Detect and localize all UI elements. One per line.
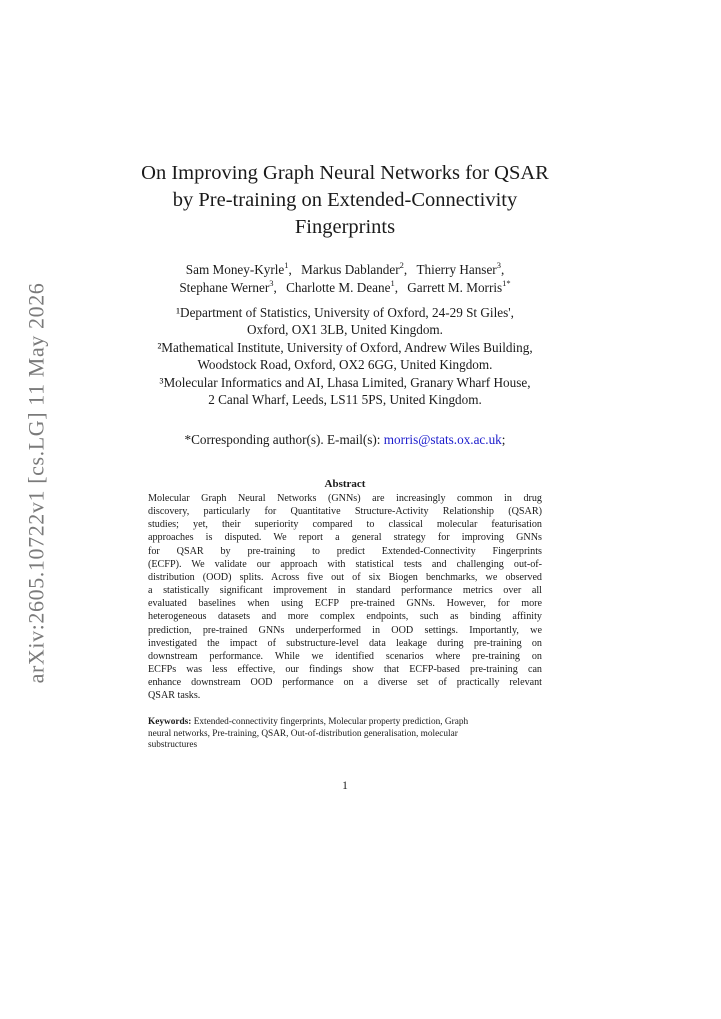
- author: [416, 259, 505, 277]
- abstract-line: discovery, particularly for Quantitative Structure-Activity Relationship (QSAR): [148, 506, 542, 518]
- abstract-line: distribution (OOD) splits. Across five out of six Biogen benchmarks, we observed: [148, 571, 542, 583]
- author: [286, 277, 398, 295]
- keywords-line: [148, 717, 542, 729]
- abstract-heading: Abstract: [324, 478, 366, 490]
- author-name: Garrett M. Morris: [407, 280, 503, 295]
- abstract-line: ECFPs was less effective, our findings show that ECFP-based pre-training can: [148, 664, 542, 676]
- arxiv-identifier-stamp: [20, 282, 52, 684]
- author-affiliation-marker: 3: [269, 277, 274, 288]
- author-line: [120, 279, 570, 297]
- author-separator: ,: [403, 262, 408, 277]
- affiliation-line: Oxford, OX1 3LB, United Kingdom.: [247, 322, 443, 338]
- abstract-line: enhance downstream OOD performance on a diverse set of practically relevant: [148, 677, 542, 689]
- abstract-line: heterogeneous datasets and more complex endpoints, such as binding affinity: [148, 611, 542, 623]
- corresponding-author-note: [120, 431, 570, 449]
- abstract-body: [148, 492, 542, 703]
- keywords-text: Extended-connectivity fingerprints, Molecular property prediction, Graph: [191, 717, 469, 727]
- author-name: Markus Dablander: [301, 262, 400, 277]
- affiliation-line: 2 Canal Wharf, Leeds, LS11 5PS, United Kingdom.: [208, 392, 482, 408]
- abstract-line: approaches is disputed. We report a general strategy for improving GNNs: [148, 532, 542, 544]
- title-line: Fingerprints: [294, 216, 396, 238]
- abstract-line: downstream performance. While we identified scenarios where pre-training on: [148, 650, 542, 662]
- author-separator: ,: [394, 280, 398, 295]
- author-separator: ,: [273, 280, 277, 295]
- abstract-line: investigated the impact of substructure-level data leakage during pre-training on: [148, 637, 542, 649]
- author-name: Sam Money-Kyrle: [185, 262, 285, 277]
- abstract-line: QSAR tasks.: [148, 690, 201, 702]
- author: [185, 259, 292, 277]
- arxiv-identifier-text: arXiv:2605.10722v1 [cs.LG] 11 May 2026: [23, 282, 49, 684]
- author-name: Stephane Werner: [179, 280, 270, 295]
- author-affiliation-marker: 1: [284, 259, 289, 270]
- paper-title: [120, 160, 570, 241]
- title-line: by Pre-training on Extended-Connectivity: [172, 189, 518, 211]
- affiliation-line: ³Molecular Informatics and AI, Lhasa Limited, Granary Wharf House,: [159, 374, 531, 390]
- author-list: [120, 261, 570, 297]
- abstract-line: studies; yet, their superiority compared to classical molecular featurisation: [148, 519, 542, 531]
- abstract-line: evaluated baselines when using ECFP pre-trained GNNs. However, for more: [148, 598, 542, 610]
- affiliation-list: [120, 304, 570, 408]
- author-name: Charlotte M. Deane: [286, 280, 391, 295]
- corresponding-email-link[interactable]: morris@stats.ox.ac.uk: [383, 432, 502, 447]
- abstract-line: for QSAR by pre-training to predict Extended-Connectivity Fingerprints: [148, 545, 542, 557]
- affiliation-line: ¹Department of Statistics, University of Oxford, 24-29 St Giles',: [176, 305, 514, 320]
- author: [301, 259, 408, 277]
- author-affiliation-marker: 2: [399, 259, 404, 270]
- author-separator: ,: [288, 262, 292, 277]
- author: [179, 277, 277, 295]
- author: [407, 277, 511, 295]
- keywords-label: Keywords:: [148, 717, 192, 727]
- author-name: Thierry Hanser: [416, 262, 497, 277]
- affiliation-line: Woodstock Road, Oxford, OX2 6GG, United Kingdom.: [197, 357, 493, 373]
- author-affiliation-marker: 3: [496, 259, 501, 270]
- affiliation-line: ²Mathematical Institute, University of Oxford, Andrew Wiles Building,: [157, 339, 533, 355]
- keywords-section: [148, 717, 542, 752]
- abstract-line: prediction, pre-trained GNNs underperformed in OOD settings. Importantly, we: [148, 624, 542, 636]
- abstract-line: Molecular Graph Neural Networks (GNNs) are increasingly common in drug: [148, 493, 542, 504]
- abstract-line: (ECFP). We validate our approach with statistical tests and challenging out-of-: [148, 558, 542, 570]
- author-separator: ,: [500, 262, 505, 277]
- corresponding-suffix: ;: [501, 432, 506, 447]
- title-line: On Improving Graph Neural Networks for QSAR: [141, 162, 549, 184]
- abstract-line: a statistically significant improvement in standard performance metrics over all: [148, 585, 542, 597]
- author-affiliation-marker: 1*: [502, 277, 511, 288]
- page-number: 1: [342, 780, 348, 792]
- corresponding-author-label: *Corresponding author(s). E-mail(s):: [184, 432, 384, 447]
- author-line: [120, 261, 570, 279]
- keywords-line: neural networks, Pre-training, QSAR, Out-of-distribution generalisation, molecular: [148, 728, 458, 739]
- author-affiliation-marker: 1: [390, 277, 395, 288]
- keywords-line: substructures: [148, 740, 198, 751]
